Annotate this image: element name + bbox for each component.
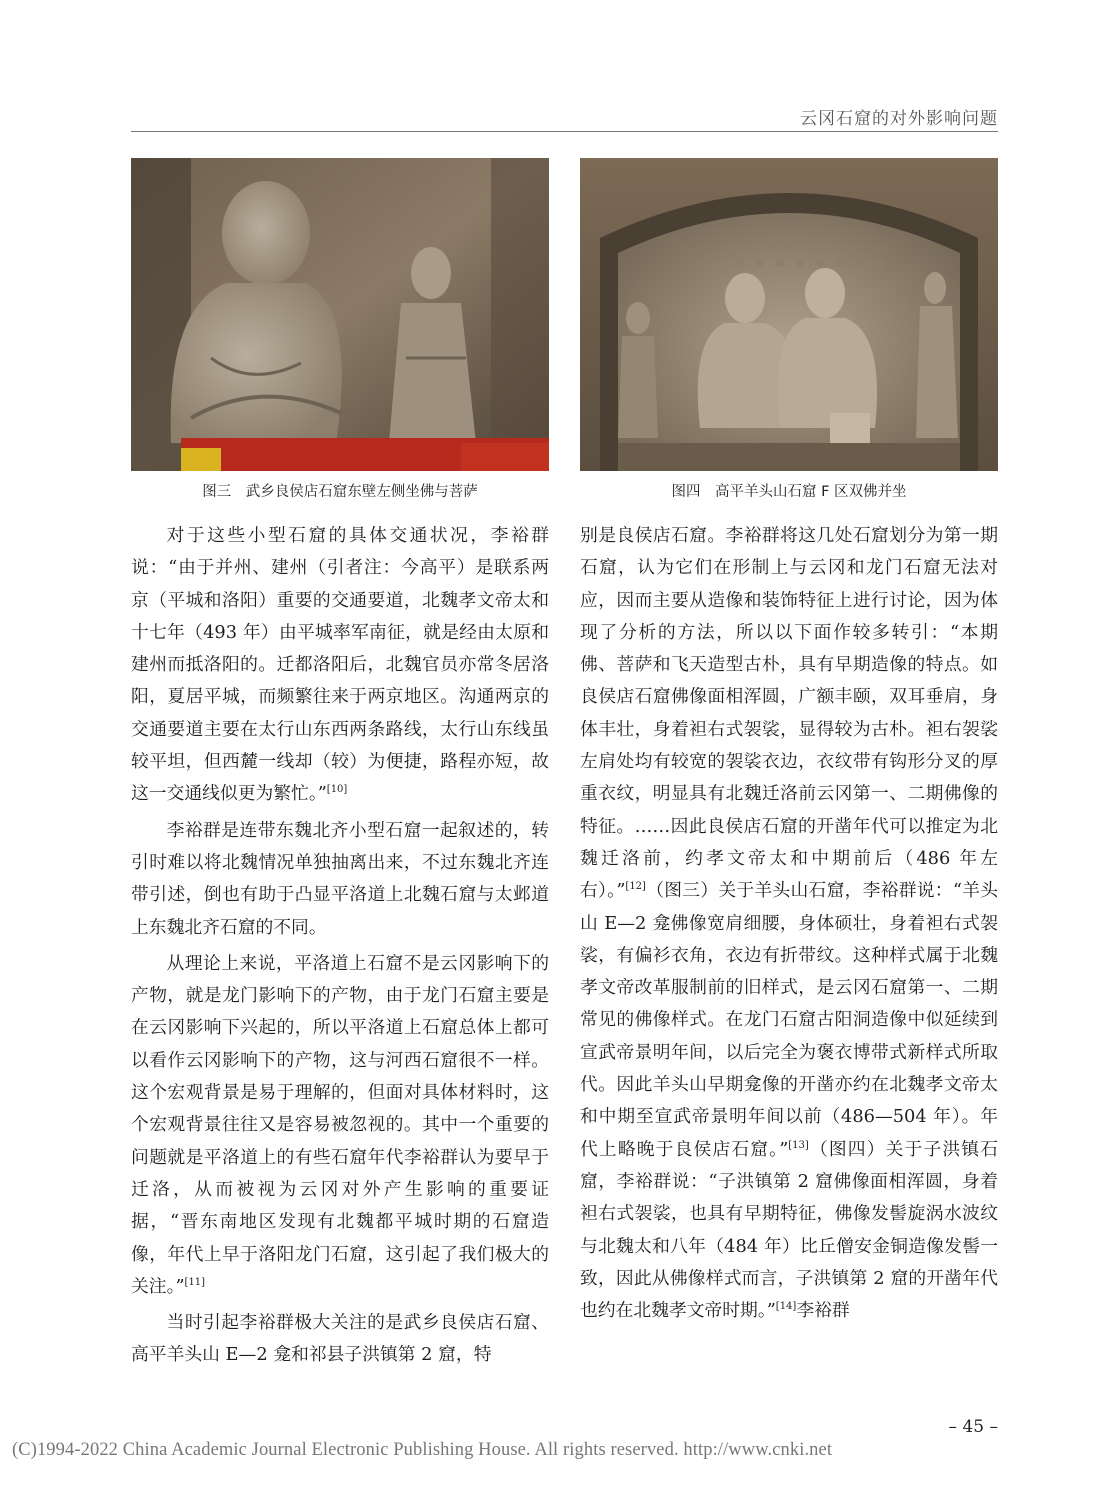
figure-3-illustration [131, 158, 549, 471]
figure-4-illustration [580, 158, 998, 471]
paragraph: 从理论上来说，平洛道上石窟不是云冈影响下的产物，就是龙门影响下的产物，由于龙门石窟主要是在云冈影响下兴起的，所以平洛道上石窟总体上都可以看作云冈影响下的产物，这与河西石窟很不一样。这个宏观背景是易于理解的，但面对具体材料时，这个宏观背景往往又是容易被忽视的。其中一个重要的问题就是平洛道上的有些石窟年代李裕群认为要早于迁洛，从而被视为云冈对外产生影响的重要证据，“晋东南地区发现有北魏都平城时期的石窟造像，年代上早于洛阳龙门石窟，这引起了我们极大的关注。”[11] [131, 952, 549, 1297]
citation-ref: [13] [788, 1139, 809, 1151]
citation-ref: [14] [775, 1301, 797, 1313]
paragraph: 别是良侯店石窟。李裕群将这几处石窟划分为第一期石窟，认为它们在形制上与云冈和龙门石窟无法对应，因而主要从造像和装饰特征上进行讨论，因为体现了分析的方法，所以以下面作较多转引：“本期佛、菩萨和飞天造型古朴，具有早期造像的特点。如良侯店石窟佛像面相浑圆，广额丰颐，双耳垂肩，身体丰壮，身着袒右式袈裟，显得较为古朴。袒右袈裟左肩处均有较宽的袈裟衣边，衣纹带有钩形分叉的厚重衣纹，明显具有北魏迁洛前云冈第一、二期佛像的特征。……因此良侯店石窟的开凿年代可以推定为北魏迁洛前，约孝文帝太和中期前后（486 年左右）。”[12]（图三）关于羊头山石窟，李裕群说：“羊头山 E—2 龛佛像宽肩细腰，身体硕壮，身着袒右式袈裟，有偏衫衣角，衣边有折带纹。这种样式属于北魏孝文帝改革服制前的旧样式，是云冈石窟第一、二期常见的佛像样式。在龙门石窟古阳洞造像中似延续到宣武帝景明年间，以后完全为褒衣博带式新样式所取代。因此羊头山早期龛像的开凿亦约在北魏孝文帝太和中期至宣武帝景明年间以前（486—504 年）。年代上略晚于良侯店石窟。”[13]（图四）关于子洪镇石窟，李裕群说：“子洪镇第 2 窟佛像面相浑圆，身着袒右式袈裟，也具有早期特征，佛像发髻旋涡水波纹与北魏太和八年（484 年）比丘僧安金铜造像发髻一致，因此从佛像样式而言，子洪镇第 2 窟的开凿年代也约在北魏孝文帝时期。”[14]李裕群 [580, 525, 998, 1322]
citation-ref: [12] [625, 881, 646, 893]
paragraph: 对于这些小型石窟的具体交通状况，李裕群说：“由于并州、建州（引者注：今高平）是联系两京（平城和洛阳）重要的交通要道，北魏孝文帝太和十七年（493 年）由平城率军南征，就是经由太原和建州而抵洛阳的。迁都洛阳后，北魏官员亦常冬居洛阳，夏居平城，而频繁往来于两京地区。沟通两京的交通要道主要在太行山东西两条路线，太行山东线虽较平坦，但西麓一线却（较）为便捷，路程亦短，故这一交通线似更为繁忙。”[10] [131, 525, 549, 805]
page-number: – 45 – [948, 1417, 998, 1437]
body-column-right [580, 520, 998, 1331]
running-header-title: 云冈石窟的对外影响问题 [800, 109, 998, 129]
citation-ref: [11] [184, 1276, 206, 1288]
figure-4-caption: 图四 高平羊头山石窟 F 区双佛并坐 [671, 484, 907, 500]
paragraph: 李裕群是连带东魏北齐小型石窟一起叙述的，转引时难以将北魏情况单独抽离出来，不过东魏北齐连带引述，倒也有助于凸显平洛道上北魏石窟与太邺道上东魏北齐石窟的不同。 [131, 819, 549, 938]
body-column-left [131, 520, 549, 1376]
copyright-footer: (C)1994-2022 China Academic Journal Electronic Publishing House. All rights reserved. http://www.cnki.net [12, 1440, 833, 1460]
citation-ref: [10] [326, 784, 348, 796]
figure-4-photo [580, 158, 998, 471]
paragraph: 当时引起李裕群极大关注的是武乡良侯店石窟、高平羊头山 E—2 龛和祁县子洪镇第 2 窟，特 [131, 1312, 549, 1366]
figure-3-photo [131, 158, 549, 471]
figure-3-caption: 图三 武乡良侯店石窟东壁左侧坐佛与菩萨 [202, 484, 478, 500]
header-rule [131, 131, 998, 132]
